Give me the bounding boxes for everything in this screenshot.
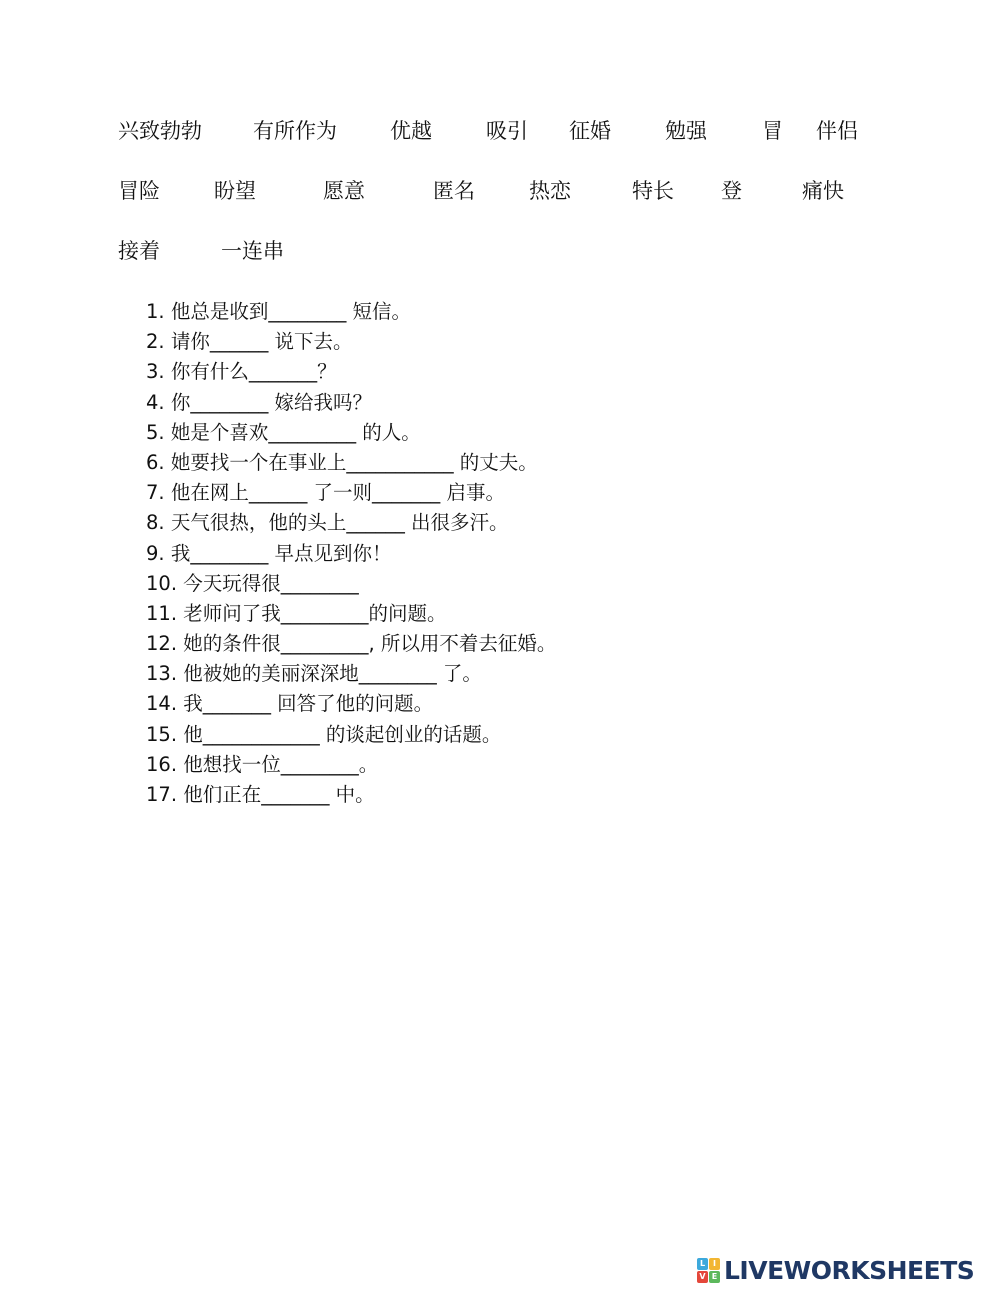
logo-tile: L: [697, 1258, 708, 1270]
question-text: 你________ 嫁给我吗？: [170, 390, 373, 414]
question-number: 6.: [146, 450, 165, 474]
question-text: 他被她的美丽深深地________ 了。: [183, 662, 482, 686]
word-bank-item: 登: [721, 179, 742, 203]
question-text: 他总是收到________ 短信。: [170, 300, 412, 323]
question-number: 8.: [146, 511, 165, 535]
question-text: 他____________ 的谈起创业的话题。: [183, 722, 502, 746]
question-text: 今天玩得很________: [183, 571, 359, 595]
word-bank-item: 勉强: [665, 119, 707, 143]
question-item: [146, 418, 556, 448]
question-text: 她要找一个在事业上___________ 的丈夫。: [170, 450, 538, 474]
word-bank-item: 冒: [762, 119, 783, 143]
question-text: 我________ 早点见到你！: [170, 541, 392, 565]
question-item: [146, 539, 556, 569]
question-text: 你有什么_______？: [170, 360, 337, 384]
question-item: [146, 599, 556, 629]
question-text: 她的条件很_________, 所以用不着去征婚。: [183, 632, 557, 656]
question-number: 14.: [146, 692, 178, 716]
question-text: 天气很热，他的头上______ 出很多汗。: [170, 511, 509, 535]
question-item: [146, 388, 556, 418]
question-item: [146, 720, 556, 750]
question-text: 请你______ 说下去。: [170, 330, 353, 354]
question-item: [146, 569, 556, 599]
liveworksheets-logo[interactable]: [697, 1255, 974, 1287]
question-list: [146, 297, 556, 810]
question-item: [146, 659, 556, 689]
word-bank-item: 优越: [390, 119, 432, 143]
word-bank-item: 兴致勃勃: [118, 119, 202, 143]
question-number: 5.: [146, 420, 165, 444]
word-bank-item: 吸引: [486, 119, 528, 143]
logo-tile: I: [709, 1258, 720, 1270]
question-item: [146, 448, 556, 478]
word-bank-item: 特长: [632, 179, 674, 203]
logo-tiles-icon: [697, 1258, 721, 1284]
word-bank-item: 有所作为: [253, 119, 337, 143]
question-number: 7.: [146, 481, 165, 505]
question-number: 3.: [146, 360, 165, 384]
question-number: 17.: [146, 783, 178, 806]
word-bank-item: 盼望: [214, 179, 256, 203]
question-number: 16.: [146, 752, 178, 776]
word-bank-item: 征婚: [569, 119, 611, 143]
question-item: [146, 508, 556, 538]
word-bank-item: 匿名: [433, 179, 475, 203]
question-text: 我_______ 回答了他的问题。: [183, 692, 434, 716]
question-number: 13.: [146, 662, 178, 686]
word-bank-item: 接着: [118, 239, 160, 263]
word-bank-item: 痛快: [802, 179, 844, 203]
word-bank-item: 愿意: [323, 179, 365, 203]
question-text: 他在网上______ 了一则_______ 启事。: [170, 481, 505, 505]
word-bank-item: 一连串: [221, 239, 284, 263]
question-text: 老师问了我_________的问题。: [183, 601, 447, 625]
question-number: 11.: [146, 601, 178, 625]
question-text: 她是个喜欢_________ 的人。: [170, 420, 421, 444]
question-item: [146, 327, 556, 357]
logo-tile: V: [697, 1271, 708, 1283]
logo-tile: E: [709, 1271, 720, 1283]
question-number: 2.: [146, 330, 165, 354]
question-item: [146, 297, 556, 327]
question-item: [146, 689, 556, 719]
question-item: [146, 478, 556, 508]
question-number: 1.: [146, 300, 165, 323]
question-text: 他们正在_______ 中。: [183, 783, 375, 806]
question-item: [146, 780, 556, 810]
word-bank-item: 冒险: [118, 179, 160, 203]
question-number: 12.: [146, 632, 178, 656]
question-item: [146, 750, 556, 780]
question-item: [146, 357, 556, 387]
logo-text: LIVEWORKSHEETS: [724, 1256, 975, 1285]
question-number: 9.: [146, 541, 165, 565]
word-bank-item: 伴侣: [816, 119, 858, 143]
question-item: [146, 629, 556, 659]
question-text: 他想找一位________。: [183, 752, 379, 776]
question-number: 4.: [146, 390, 165, 414]
question-number: 10.: [146, 571, 178, 595]
word-bank-item: 热恋: [529, 179, 571, 203]
question-number: 15.: [146, 722, 178, 746]
